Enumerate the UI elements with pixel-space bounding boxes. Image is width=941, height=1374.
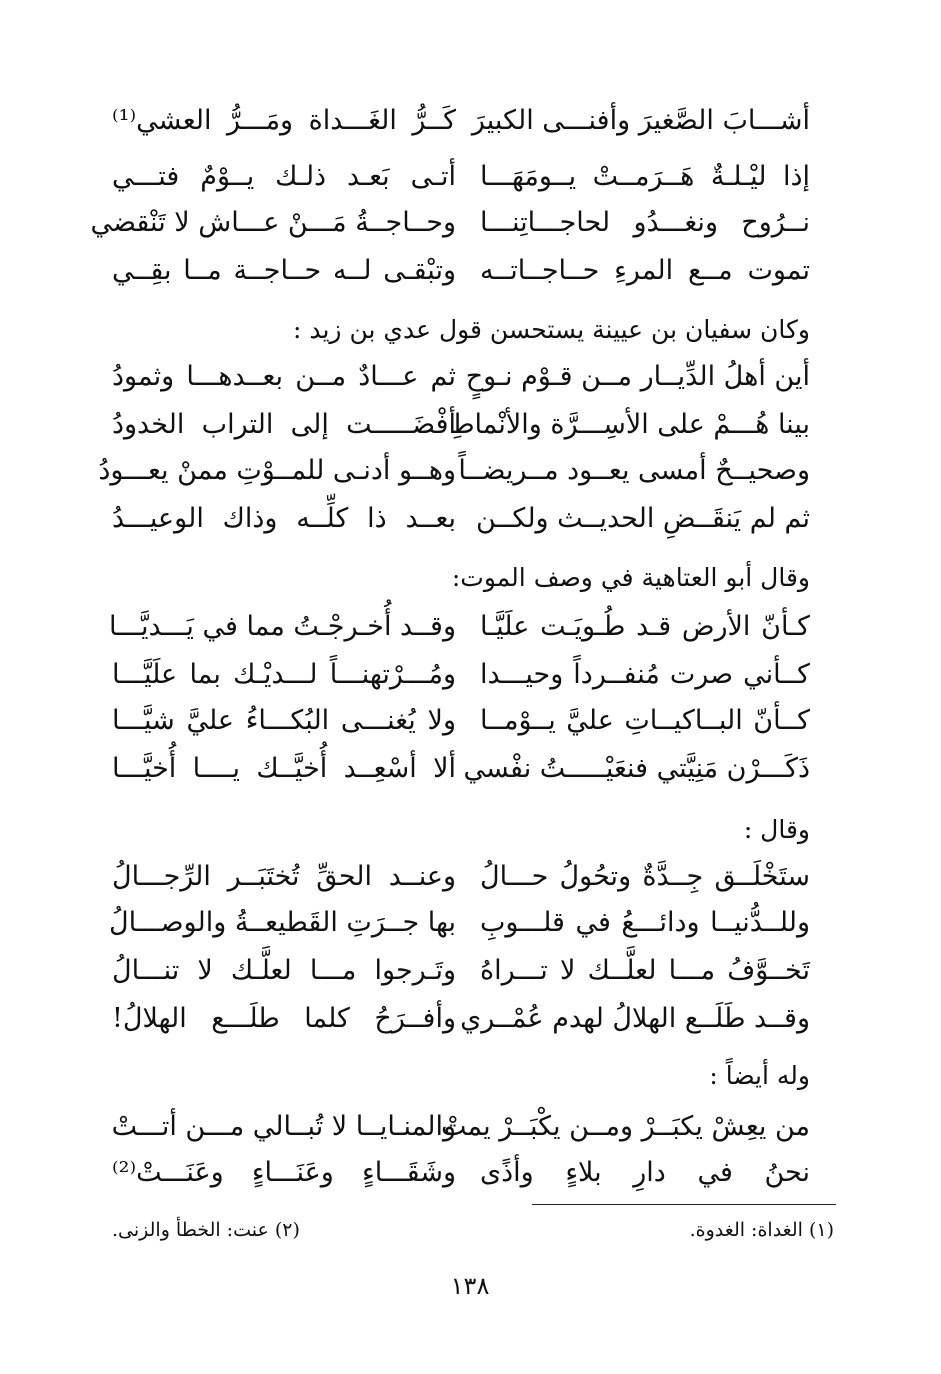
second-hemistich: وأفــرَحُ كلما طلَـــع الهلالُ! — [112, 1003, 456, 1034]
section-intro: وله أيضاً : — [709, 1061, 810, 1090]
first-hemistich: أشـــابَ الصَّغيرَ وأفنـــى الكبيرَ — [471, 105, 810, 136]
second-hemistich: ومُـــرْتهنـــاً لـــديْـك بما علَيَّـــا — [112, 659, 456, 690]
verse-couplet — [112, 744, 810, 794]
verse-couplet — [112, 246, 810, 296]
first-hemistich: كـأنّ الأرض قـد طُـويَـت علَيَّـا — [480, 611, 810, 642]
first-hemistich: تموت مــع المرءِ حــاجــاتــه — [480, 255, 810, 286]
footnote-1: (١) الغداة: الغدوة. — [689, 1219, 834, 1241]
footnote-2: (٢) عنت: الخطأ والزنى. — [112, 1219, 300, 1241]
first-hemistich: بينا هُـــمْ على الأسِـــرَّة والأنْماطِ — [449, 409, 810, 440]
footnotes — [112, 1212, 834, 1248]
second-hemistich: أتـى بَعـد ذلـك يــوْمٌ فتـــي — [112, 161, 456, 192]
second-hemistich: كَــرُّ الغَـــداة ومَـــرُّ العشي⁽¹⁾ — [112, 105, 456, 136]
verse-couplet — [112, 946, 810, 996]
second-hemistich: وحــاجــةُ مَـــنْ عـــاش لا تَنْقضي — [90, 207, 456, 238]
page-number: ١٣٨ — [450, 1272, 490, 1300]
first-hemistich: إذا ليْـلـةٌ هَــرَمــتْ يــومَهَـــا — [480, 161, 810, 192]
first-hemistich: من يعِشْ يكبَــرْ ومــن يكْبَــرْ يمتْ — [441, 1111, 810, 1142]
first-hemistich: ذَكَـــرْن مَنِيَّتي فنعَيْـــــتُ نفْسي — [463, 753, 810, 784]
second-hemistich: وشَقَـــاءٍ وعَنَـــاءٍ وعَنَـــتْ⁽²⁾ — [112, 1157, 456, 1188]
first-hemistich: وللــدُّنيــا ودائـــعُ في قلـــوبِ — [480, 907, 810, 938]
verse-couplet — [109, 898, 810, 948]
second-hemistich: ولا يُغنـــى البُكـــاءُ عليَّ شيَّـــا — [112, 705, 456, 736]
verse-couplet — [112, 400, 810, 450]
first-hemistich: وقــد طَلَــع الهلالُ لهدم عُمْــري — [460, 1003, 810, 1034]
verse-couplet — [98, 446, 810, 496]
second-hemistich: والمنـايــا لا تُبــالي مـــن أتـــتْ — [111, 1111, 456, 1142]
verse-couplet — [112, 96, 810, 146]
verse-couplet — [112, 852, 810, 902]
first-hemistich: أين أهلُ الدِّيــار مــن قـوْم نـوحٍ — [465, 361, 810, 392]
verse-couplet — [112, 1102, 810, 1152]
second-hemistich: وهــو أدنـى للمــوْتِ ممنْ يعـــودُ — [98, 455, 456, 486]
section-intro: وقال أبو العتاهية في وصف الموت: — [451, 563, 810, 592]
second-hemistich: أفْضَـــــت إلى التراب الخدودُ — [112, 409, 456, 440]
first-hemistich: ثم لم يَنقَــضِ الحديــث ولكــن — [476, 503, 810, 534]
verse-couplet — [112, 1148, 810, 1198]
verse-couplet — [112, 650, 810, 700]
verse-couplet — [112, 696, 810, 746]
verse-couplet — [112, 152, 810, 202]
second-hemistich: بعــد ذا كلِّــه وذاك الوعيـــدُ — [112, 503, 456, 534]
verse-couplet — [90, 198, 810, 248]
second-hemistich: ألا أسْعِــد أُخيَّــك يــــا أُخيَّـــا — [112, 753, 456, 784]
section-intro: وقال : — [743, 815, 810, 844]
verse-couplet — [112, 994, 810, 1044]
first-hemistich: كــأني صرت مُنفــرداً وحيـــدا — [480, 659, 810, 690]
first-hemistich: تَخــوَّفُ مـــا لعلَّــك لا تـــراهُ — [480, 955, 810, 986]
verse-couplet — [109, 602, 810, 652]
section-intro: وكان سفيان بن عيينة يستحسن قول عدي بن زيد : — [292, 315, 810, 344]
verse-couplet — [112, 494, 810, 544]
first-hemistich: نــرُوح ونغـــدُو لحاجـــاتِنـــا — [480, 207, 810, 238]
first-hemistich: نحنُ في دارِ بلاءٍ وأذًى — [480, 1157, 810, 1188]
second-hemistich: وقــد أُخـرجْـتُ مما في يَـــديَّـــا — [109, 611, 456, 642]
second-hemistich: وتبْقـى لــه حــاجــة مــا بقِــي — [112, 255, 456, 286]
second-hemistich: بها جــرَتِ القَطيعــةُ والوصـــالُ — [109, 907, 456, 938]
footnote-divider — [532, 1204, 836, 1205]
second-hemistich: وتَـرجوا مـــا لعلَّـك لا تنـــالُ — [112, 955, 456, 986]
second-hemistich: وعنــد الحقِّ تُختَبَــر الرِّجـــالُ — [112, 861, 456, 892]
first-hemistich: كــأنّ البــاكيــاتِ عليَّ يــوْمــا — [480, 705, 810, 736]
first-hemistich: ستَخْلَــق جِــدَّةٌ وتحُولُ حـــالُ — [480, 861, 810, 892]
first-hemistich: وصحيــحٌ أمسى يعــود مــريضــاً — [458, 455, 810, 486]
verse-couplet — [112, 352, 810, 402]
second-hemistich: ثم عـــادٌ مــن بعــدهـــا وثمودُ — [112, 361, 456, 392]
